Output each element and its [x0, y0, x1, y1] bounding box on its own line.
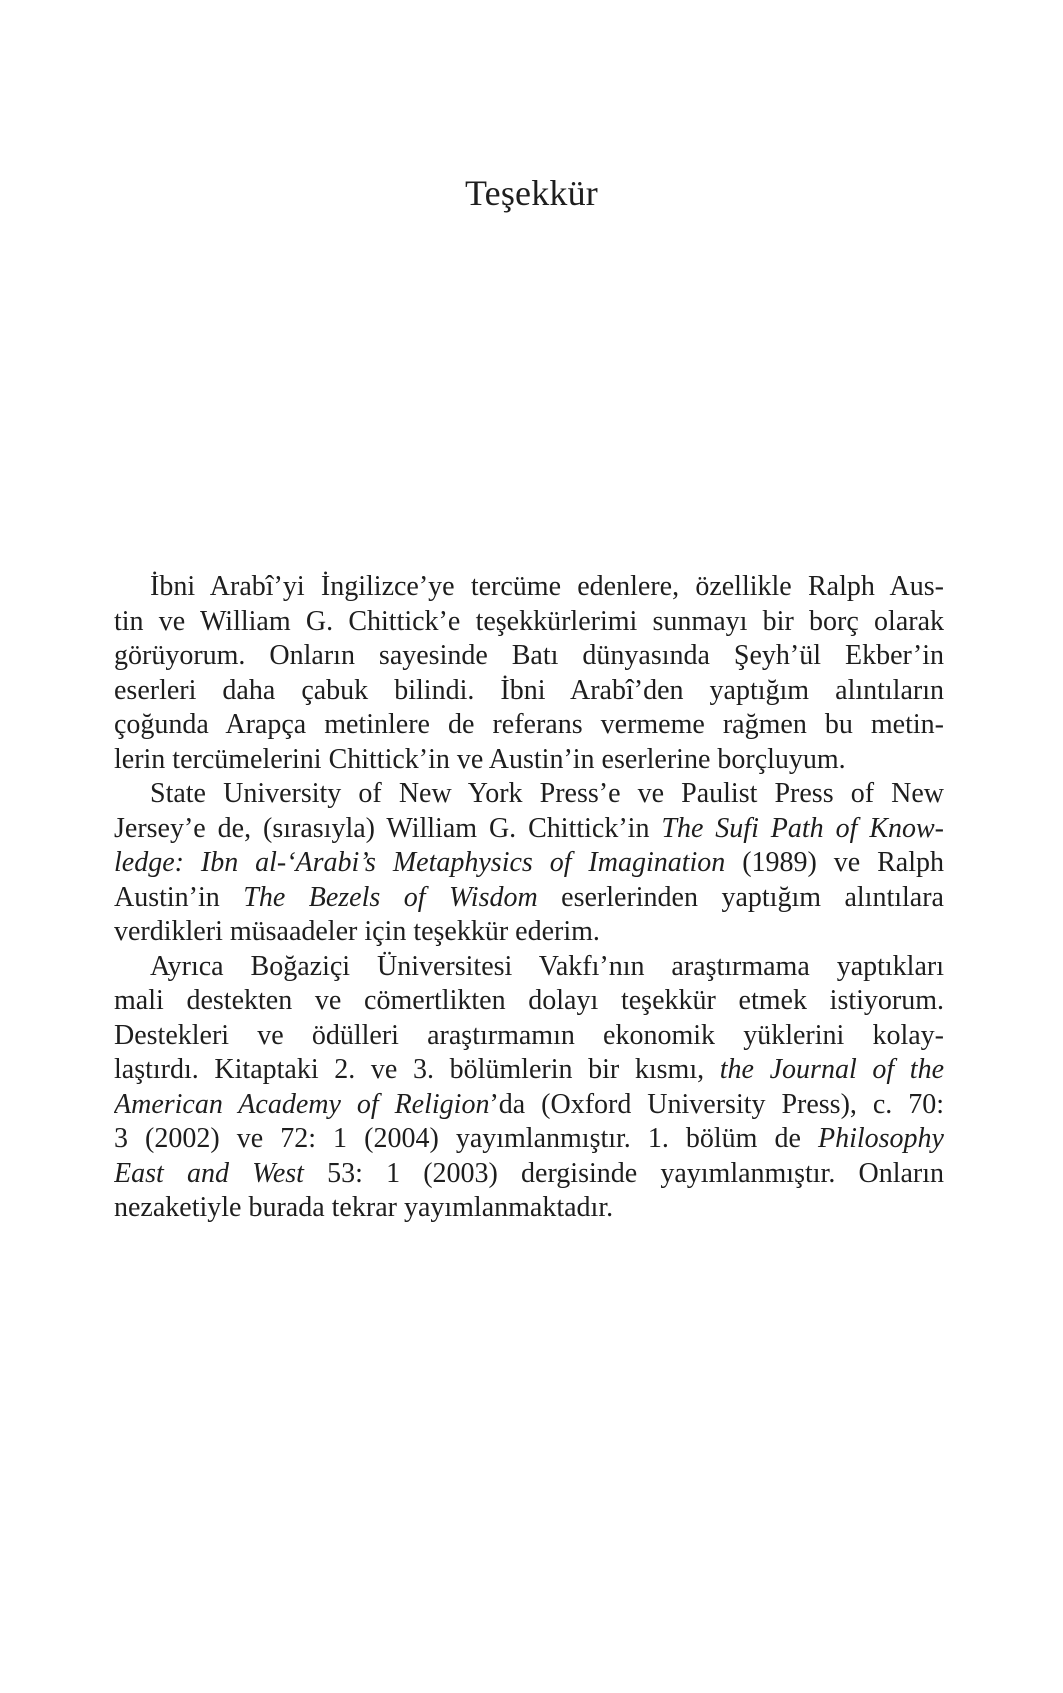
- text-line: [114, 605, 944, 640]
- text-line: [114, 570, 944, 605]
- text-line: [114, 1157, 944, 1192]
- text-line: [114, 777, 944, 812]
- text-segment: görüyorum. Onların sayesinde Batı dünyasında Şeyh’ül Ekber’in: [114, 640, 944, 671]
- italic-text: The Bezels of Wisdom: [243, 881, 538, 913]
- text-line: [114, 812, 944, 847]
- text-line: [114, 1191, 944, 1226]
- text-segment: eserlerinden yaptığım alıntılara: [537, 881, 944, 913]
- text-segment: eserleri daha çabuk bilindi. İbni Arabî’den yaptığım alıntıların: [114, 674, 944, 706]
- text-segment: laştırdı. Kitaptaki 2. ve 3. bölümlerin bir kısmı,: [114, 1054, 720, 1085]
- text-segment: Destekleri ve ödülleri araştırmamın ekonomik yüklerini kolay-: [114, 1019, 944, 1051]
- text-segment: 53: 1 (2003) dergisinde yayımlanmıştır. Onların: [303, 1157, 944, 1189]
- text-line: [114, 1053, 944, 1088]
- text-segment: mali destekten ve cömertlikten dolayı teşekkür etmek istiyorum.: [114, 985, 944, 1016]
- text-segment: Jersey’e de, (sırasıyla) William G. Chittick’in: [114, 812, 662, 844]
- page-title: Teşekkür: [464, 173, 599, 213]
- italic-text: The Sufi Path of Know-: [661, 812, 944, 844]
- italic-text: the Journal of the: [719, 1054, 944, 1085]
- text-segment: İbni Arabî’yi İngilizce’ye tercüme edenlere, özellikle Ralph Aus-: [150, 571, 944, 602]
- text-segment: verdikleri müsaadeler için teşekkür ederim.: [114, 916, 600, 947]
- italic-text: ledge: Ibn al-‘Arabi’s Metaphysics of Imagination: [114, 847, 726, 878]
- text-segment: (1989) ve Ralph: [725, 847, 944, 878]
- italic-text: Philosophy: [818, 1123, 944, 1154]
- text-segment: Ayrıca Boğaziçi Üniversitesi Vakfı’nın araştırmama yaptıkları: [150, 950, 944, 982]
- text-line: [114, 674, 944, 709]
- text-line: [114, 846, 944, 881]
- text-line: [114, 984, 944, 1019]
- paragraph: [114, 570, 944, 777]
- text-line: [114, 950, 944, 985]
- italic-text: American Academy of Religion: [114, 1088, 490, 1120]
- text-line: [114, 743, 944, 778]
- text-line: [114, 1019, 944, 1054]
- text-line: [114, 639, 944, 674]
- text-line: [114, 1088, 944, 1123]
- italic-text: East and West: [114, 1157, 304, 1189]
- text-segment: ’da (Oxford University Press), c. 70:: [489, 1088, 944, 1120]
- text-segment: Austin’in: [114, 881, 244, 913]
- text-segment: lerin tercümelerini Chittick’in ve Austin’in eserlerine borçluyum.: [114, 743, 846, 775]
- text-segment: tin ve William G. Chittick’e teşekkürlerimi sunmayı bir borç olarak: [114, 605, 944, 637]
- text-segment: 3 (2002) ve 72: 1 (2004) yayımlanmıştır. 1. bölüm de: [114, 1123, 818, 1154]
- text-segment: çoğunda Arapça metinlere de referans vermeme rağmen bu metin-: [114, 709, 944, 740]
- paragraph: [114, 777, 944, 950]
- text-line: [114, 881, 944, 916]
- paragraph: [114, 950, 944, 1226]
- text-line: [114, 1122, 944, 1157]
- text-segment: State University of New York Press’e ve Paulist Press of New: [150, 778, 944, 809]
- text-line: [114, 915, 944, 950]
- text-segment: nezaketiyle burada tekrar yayımlanmaktadır.: [114, 1192, 614, 1223]
- acknowledgements-body: [114, 570, 944, 1226]
- text-line: [114, 708, 944, 743]
